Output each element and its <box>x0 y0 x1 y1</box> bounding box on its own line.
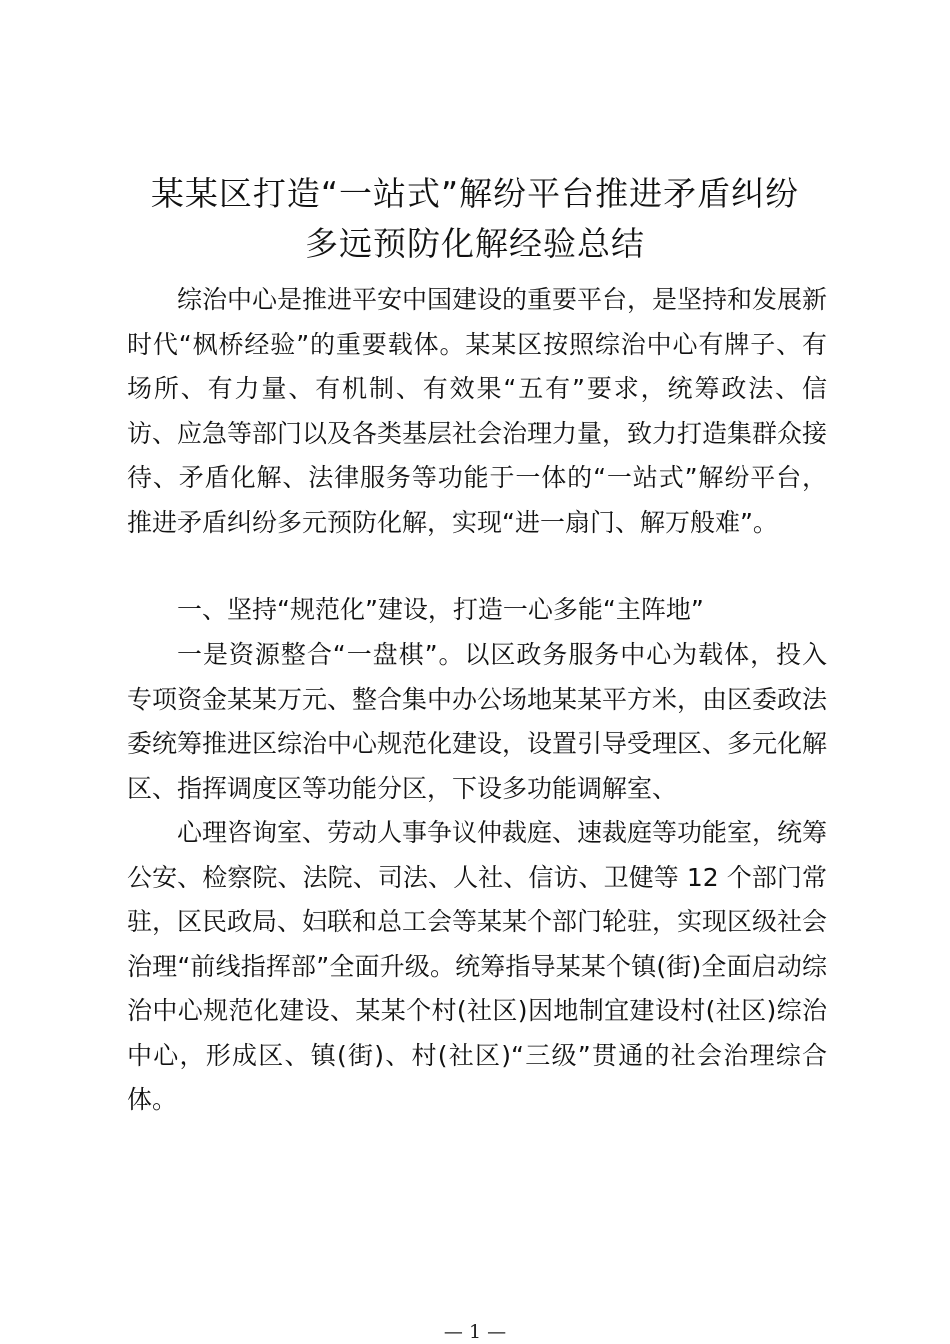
body-paragraph-resource-integration: 一是资源整合“一盘棋”。以区政务服务中心为载体，投入专项资金某某万元、整合集中办公场地某某平方米，由区委政法委统筹推进区综治中心规范化建设，设置引导受理区、多元化解区、指挥调度区等功能分区，下设多功能调解室、 <box>127 640 828 803</box>
section-heading-1: 一、坚持“规范化”建设，打造一心多能“主阵地” <box>177 595 704 624</box>
document-title-line-1: 某某区打造“一站式”解纷平台推进矛盾纠纷 <box>150 174 800 213</box>
body-paragraph-intro: 综治中心是推进平安中国建设的重要平台，是坚持和发展新时代“枫桥经验”的重要载体。某某区按照综治中心有牌子、有场所、有力量、有机制、有效果“五有”要求，统筹政法、信访、应急等部门以及各类基层社会治理力量，致力打造集群众接待、矛盾化解、法律服务等功能于一体的“一站式”解纷平台，推进矛盾纠纷多元预防化解，实现“进一扇门、解万般难”。 <box>127 285 828 537</box>
document-title-line-2: 多远预防化解经验总结 <box>305 224 645 263</box>
page-number: — 1 — <box>443 1321 507 1343</box>
body-paragraph-function-rooms: 心理咨询室、劳动人事争议仲裁庭、速裁庭等功能室，统筹公安、检察院、法院、司法、人社、信访、卫健等 12 个部门常驻，区民政局、妇联和总工会等某某个部门轮驻，实现区级社会治理“前线指挥部”全面升级。统筹指导某某个镇(街)全面启动综治中心规范化建设、某某个村(社区)因地制宜建设村(社区)综治中心，形成区、镇(街)、村(社区)“三级”贯通的社会治理综合体。 <box>127 818 828 1114</box>
